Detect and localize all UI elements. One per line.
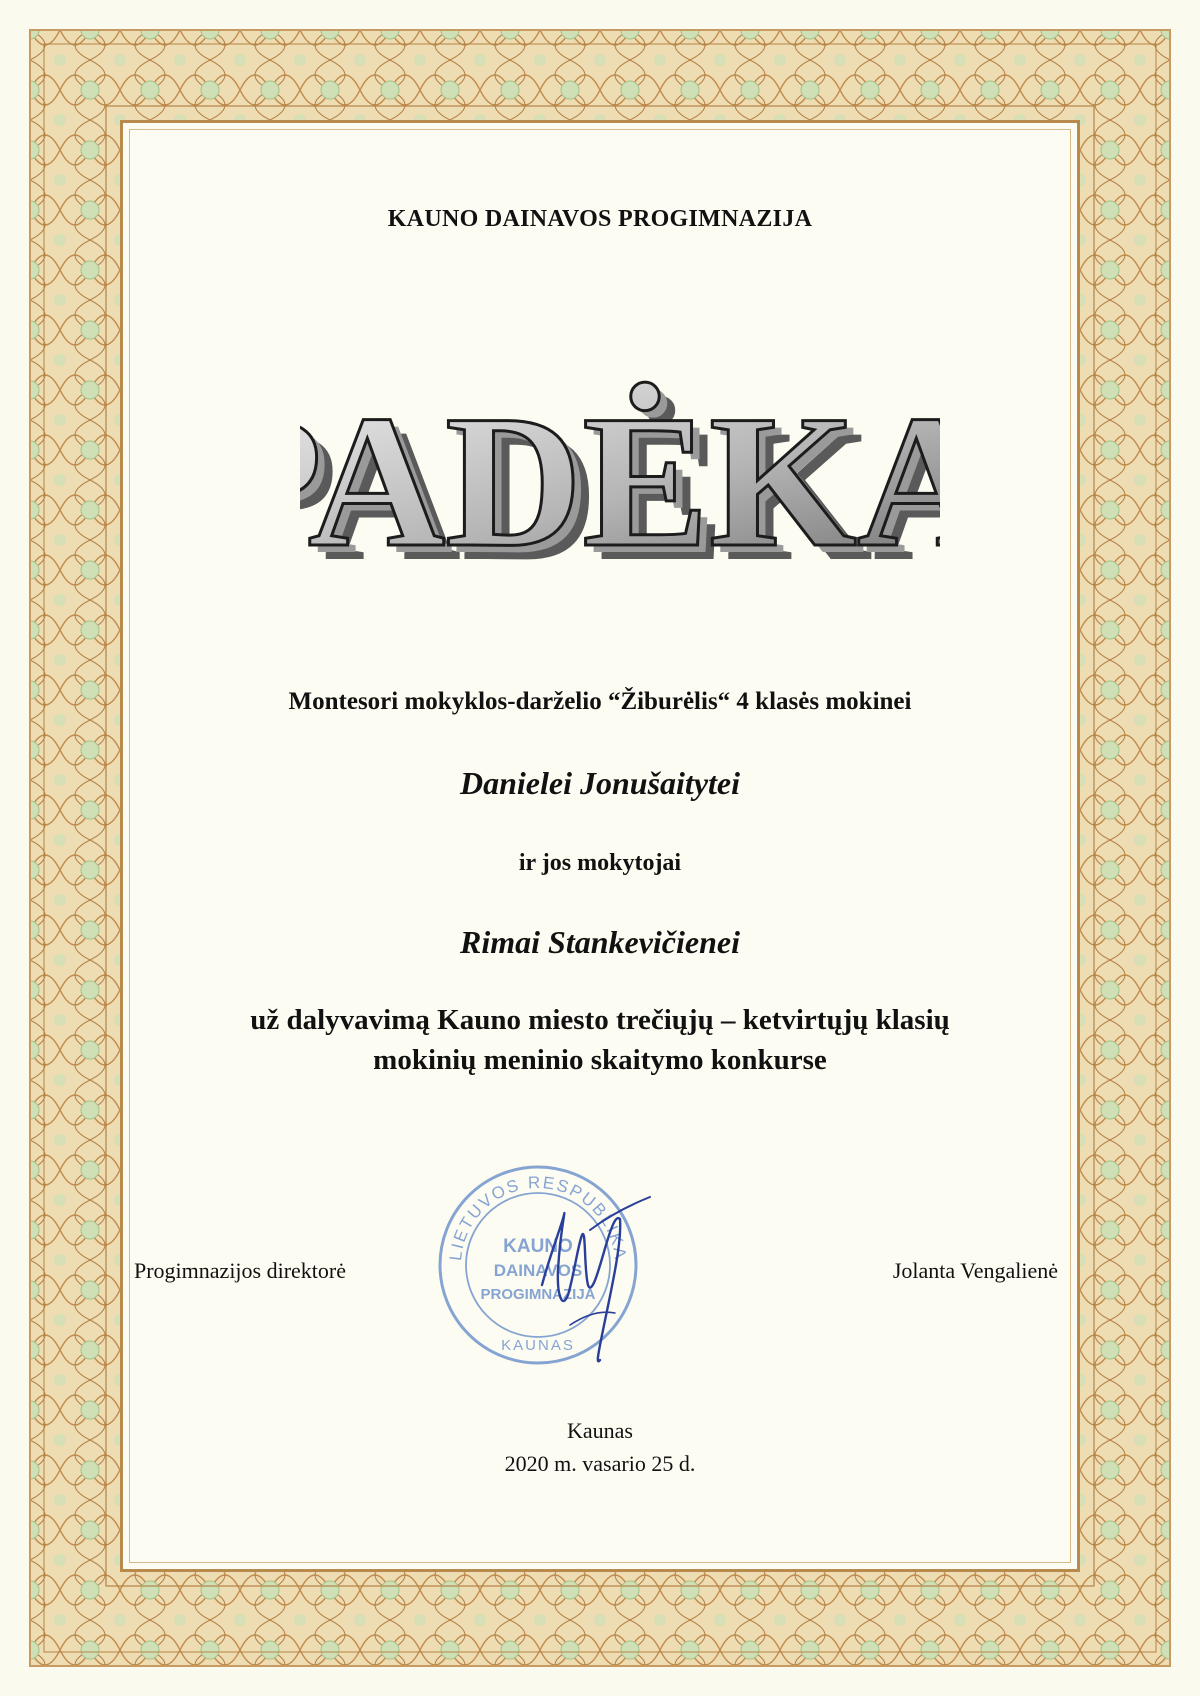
handwritten-signature xyxy=(530,1175,660,1375)
svg-text:DAINAVOS: DAINAVOS xyxy=(493,1261,583,1280)
svg-text:PADĖKA: ADĖKA xyxy=(315,384,940,575)
issue-place: Kaunas xyxy=(567,1418,633,1443)
svg-text:KAUNO: KAUNO xyxy=(503,1236,573,1257)
school-name: KAUNO DAINAVOS PROGIMNAZIJA xyxy=(387,206,813,232)
svg-text:KAUNAS: KAUNAS xyxy=(501,1337,575,1354)
student-name: Danielei Jonušaitytei xyxy=(460,765,740,801)
reason-line-2: mokinių meninio skaitymo konkurse xyxy=(373,1044,827,1076)
reason-line-1: už dalyvavimą Kauno miesto trečiųjų – ketvirtųjų klasių xyxy=(250,1004,950,1036)
teacher-name: Rimai Stankevičienei xyxy=(460,924,740,960)
issue-date: 2020 m. vasario 25 d. xyxy=(504,1451,696,1476)
svg-text:PADĖKA: ADĖKA xyxy=(307,377,940,575)
svg-text:PROGIMNAZIJA: PROGIMNAZIJA xyxy=(480,1286,596,1303)
conjunction-text: ir jos mokytojai xyxy=(518,850,682,876)
certificate-title xyxy=(300,345,940,575)
svg-text:PADĖKA: ADĖK xyxy=(323,391,873,575)
signer-title: Progimnazijos direktorė xyxy=(134,1258,347,1283)
signer-name: Jolanta Vengalienė xyxy=(892,1258,1058,1283)
recipient-description: Montesori mokyklos-darželio “Žiburėlis“ 4 klasės mokinei xyxy=(288,688,912,715)
svg-text:LIETUVOS RESPUBLIKA: LIETUVOS RESPUBLIKA xyxy=(445,1172,631,1262)
